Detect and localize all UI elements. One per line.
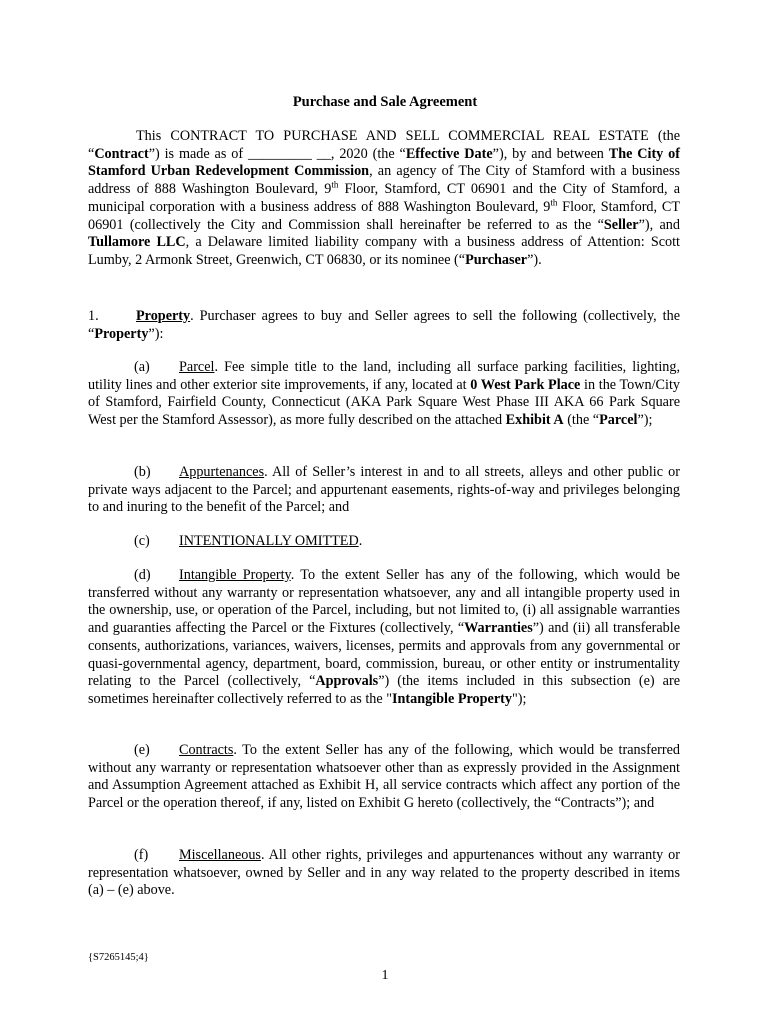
- item-heading: Parcel: [179, 359, 215, 375]
- document-title: Purchase and Sale Agreement: [292, 94, 478, 110]
- intro-paragraph: This CONTRACT TO PURCHASE AND SELL COMMERCIAL REAL ESTATE (the “Contract”) is made as of _________ __, 2020 (the “Effective Date”), by and between The City of Stamford Urban Redevelopment Commission, an agency of The City of Stamford with a business address of 888 Washington Boulevard, 9th Floor, Stamford, CT 06901 and the City of Stamford, a municipal corporation with a business address of 888 Washington Boulevard, 9th Floor, Stamford, CT 06901 (collectively the City and Commission shall hereinafter be referred to as the “Seller”), and Tullamore LLC, a Delaware limited liability company with a business address of Attention: Scott Lumby, 2 Armonk Street, Greenwich, CT 06830, or its nominee (“Purchaser”).: [88, 128, 680, 268]
- document-id-footer: {S7265145;4}: [88, 952, 149, 963]
- item-label: (d): [134, 567, 151, 583]
- item-label: (e): [134, 742, 150, 758]
- item-heading: Intangible Property: [179, 567, 291, 583]
- item-c-omitted: (c) INTENTIONALLY OMITTED.: [134, 533, 363, 549]
- item-e-contracts: (e) Contracts. To the extent Seller has any of the following, which would be transferred without any warranty or representation whatsoever other than as expressly provided in the Assignment and Assumption Agreement attached as Exhibit H, all service contracts which affect any portion of the Parcel or the operation thereof, if any, listed on Exhibit G hereto (collectively, the “Contracts”); and: [88, 742, 680, 812]
- item-heading: Miscellaneous: [179, 847, 261, 863]
- page-number: 1: [381, 968, 389, 983]
- item-d-intangible-property: (d) Intangible Property. To the extent Seller has any of the following, which would be transferred without any warranty or representation whatsoever, any and all intangible property used in the ownership, use, or operation of the Parcel, including, but not limited to, (i) all assignable warranties and guaranties affecting the Parcel or the Fixtures (collectively, “Warranties”) and (ii) all transferable consents, authorizations, variances, waivers, licenses, permits and approvals from any governmental or quasi-governmental agency, department, board, commission, bureau, or other entity or instrumentality relating to the Parcel (collectively, “Approvals”) (the items included in this subsection (e) are sometimes hereinafter collectively referred to as the "Intangible Property");: [88, 567, 681, 707]
- section-heading: Property: [136, 308, 191, 324]
- item-label: (b): [134, 464, 151, 480]
- item-a-parcel: (a) Parcel. Fee simple title to the land, including all surface parking facilities, lighting, utility lines and other exterior site improvements, if any, located at 0 West Park Place in the Town/City of Stamford, Fairfield County, Connecticut (AKA Park Square West Phase III AKA 66 Park Square West per the Stamford Assessor), as more fully described on the attached Exhibit A (the “Parcel”);: [88, 359, 680, 429]
- item-heading: INTENTIONALLY OMITTED: [179, 533, 359, 549]
- item-label: (c): [134, 533, 150, 549]
- section-number: 1.: [88, 308, 99, 324]
- item-label: (a): [134, 359, 150, 375]
- item-b-appurtenances: (b) Appurtenances. All of Seller’s interest in and to all streets, alleys and other public or private ways adjacent to the Parcel; and appurtenant easements, rights-of-way and privileges belonging to and inuring to the benefit of the Parcel; and: [88, 464, 680, 516]
- item-label: (f): [134, 847, 149, 863]
- item-f-miscellaneous: (f) Miscellaneous. All other rights, privileges and appurtenances without any warranty or representation whatsoever, owned by Seller and in any way related to the property described in items (a) – (e) above.: [88, 847, 680, 899]
- section-1-property: 1. Property. Purchaser agrees to buy and Seller agrees to sell the following (collectively, the “Property”):: [88, 308, 680, 342]
- item-heading: Appurtenances: [179, 464, 265, 480]
- item-heading: Contracts: [179, 742, 234, 758]
